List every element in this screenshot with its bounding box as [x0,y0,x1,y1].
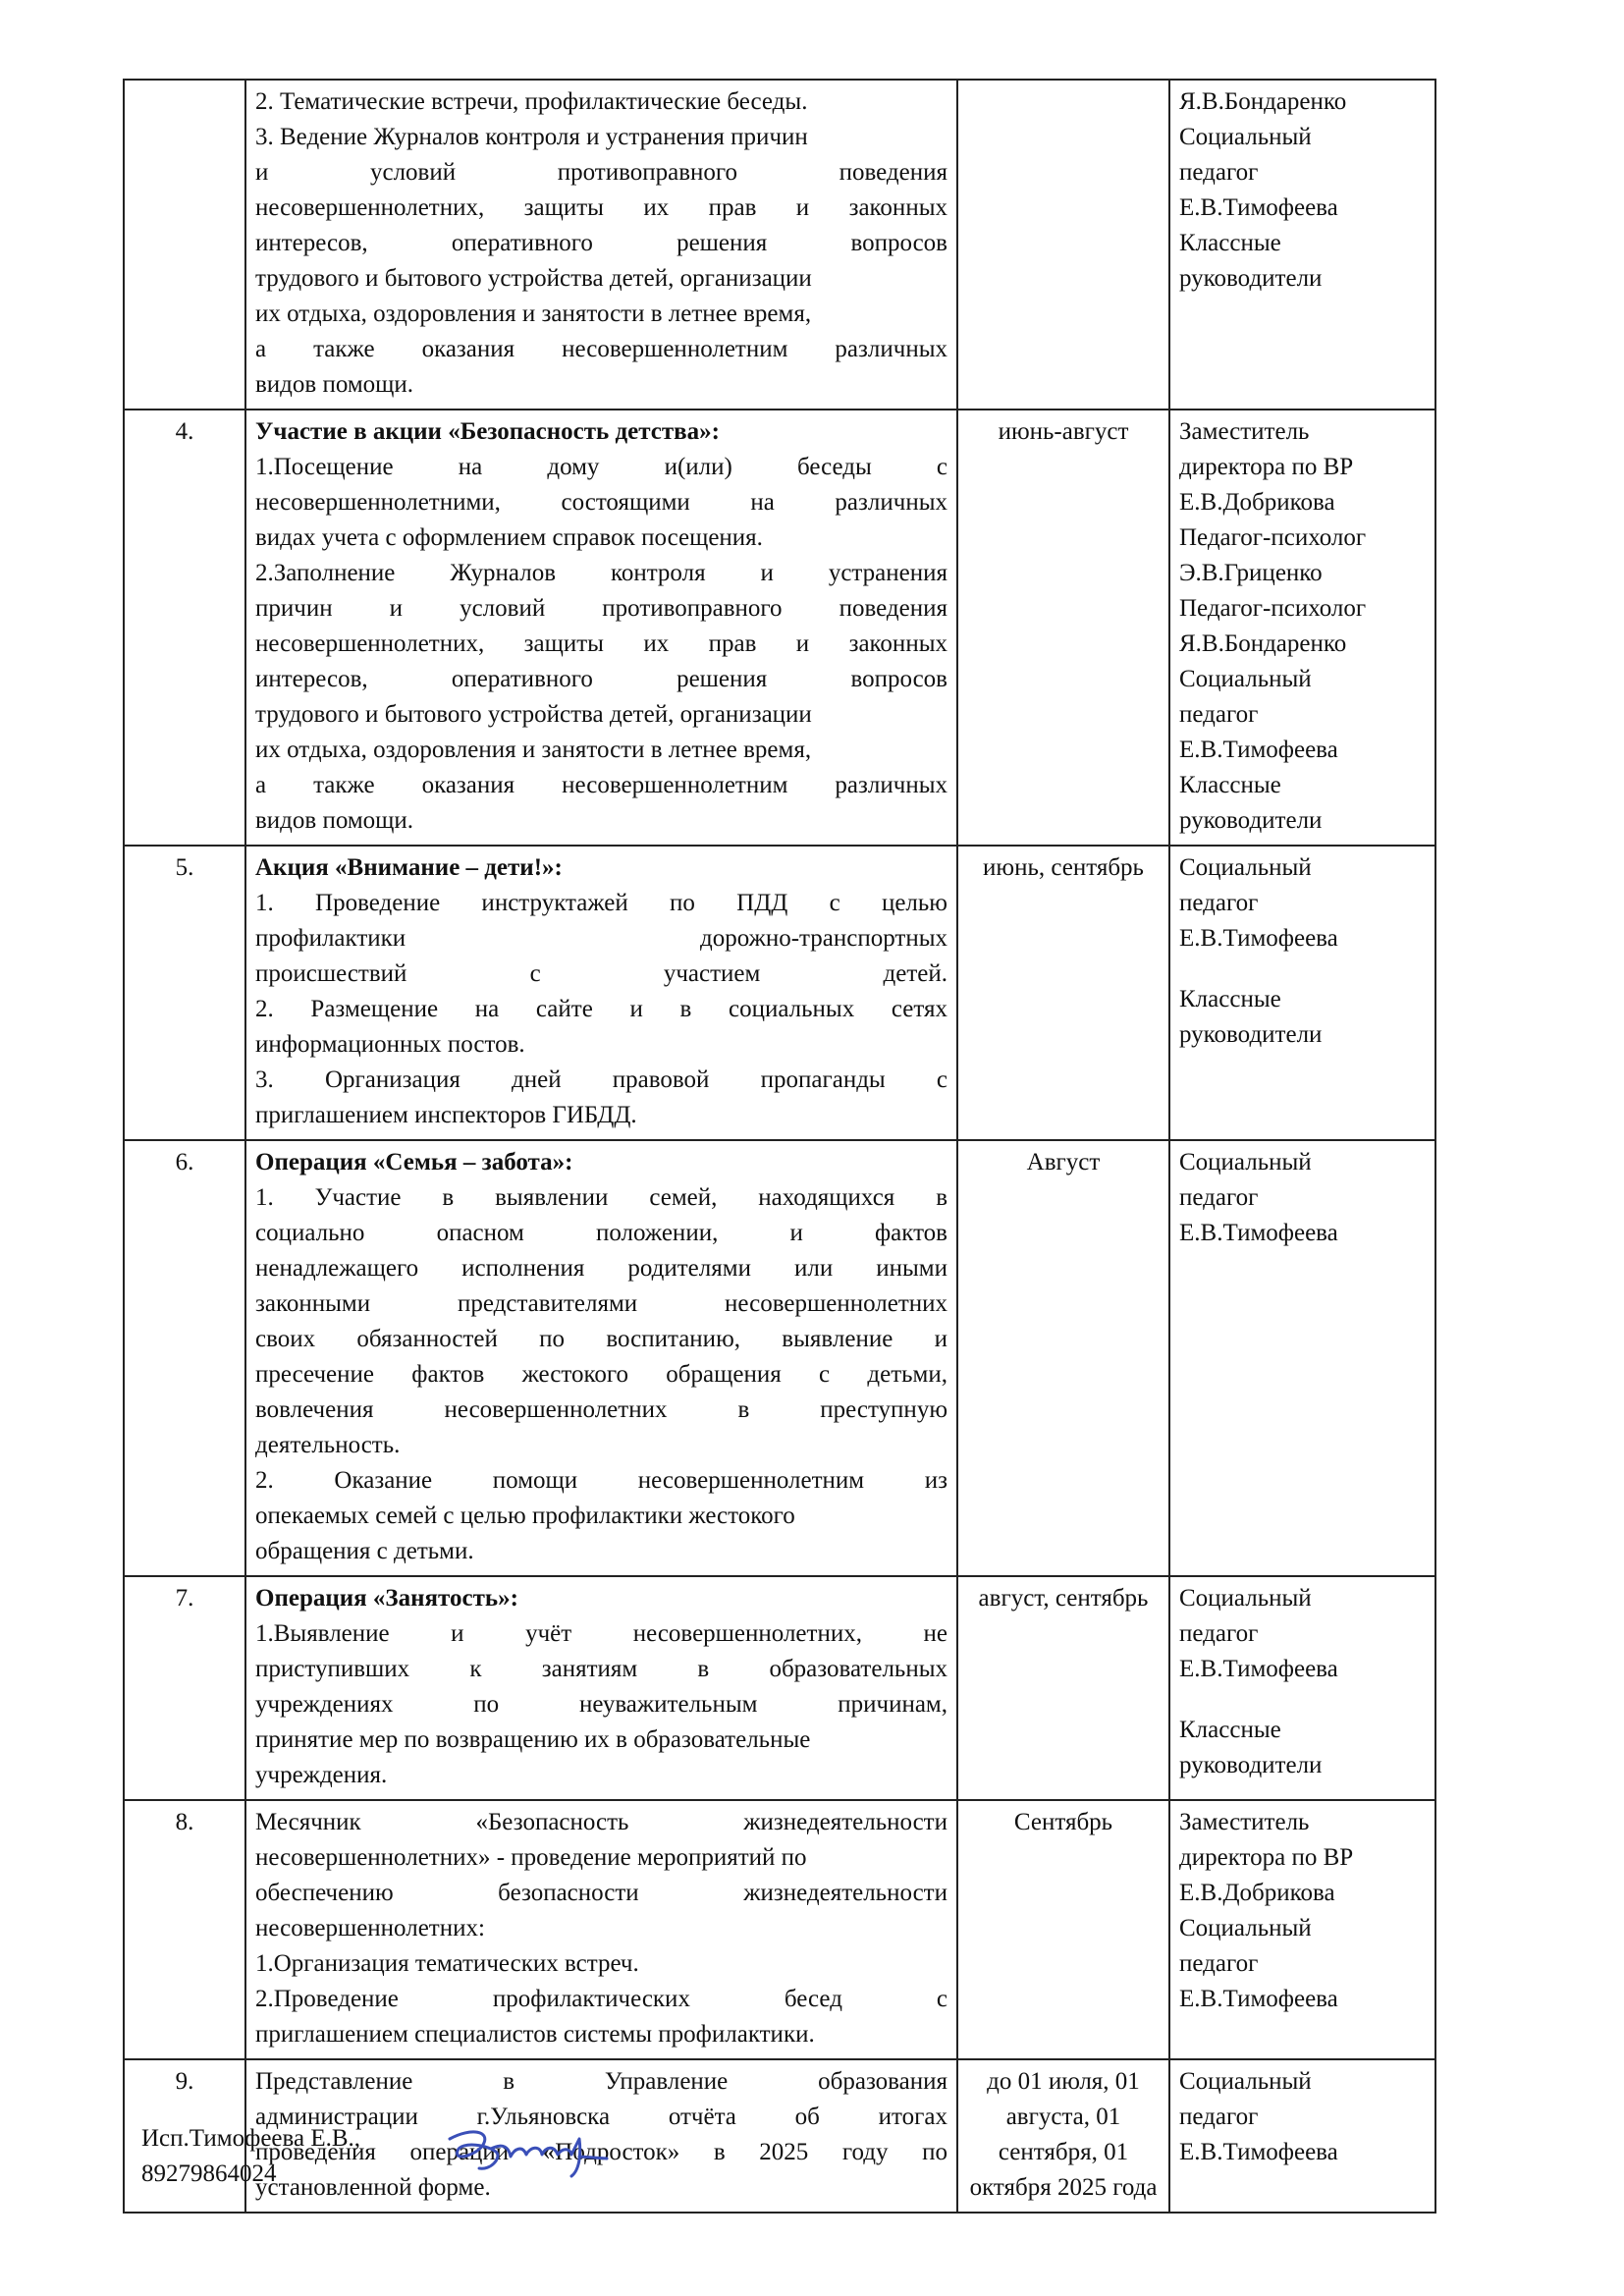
table-row [124,410,1435,846]
description-line: 2. Размещение на сайте и в социальных сетях [255,996,947,1022]
description-line: причин и условий противоправного поведения [255,595,947,622]
plan-table-body [124,80,1435,2213]
row-number: 8. [124,1800,245,2059]
responsible-line: директора по ВР [1179,1844,1354,1871]
responsible-line: Е.В.Тимофеева [1179,2139,1338,2165]
description-line: приступивших к занятиям в образовательных [255,1656,947,1682]
description-line: несовершеннолетних: [255,1915,485,1941]
activity-heading: Операция «Занятость»: [255,1585,518,1612]
description-line: несовершеннолетних» - проведение мероприятий по [255,1844,807,1871]
responsible-line: педагог [1179,2104,1259,2130]
responsible-line: Социальный [1179,2068,1312,2095]
responsible-line: Педагог-психолог [1179,524,1367,551]
row-number: 9. [124,2059,245,2213]
deadline-cell: июнь, сентябрь [957,846,1169,1140]
description-line: информационных постов. [255,1031,525,1058]
responsible-line: Е.В.Тимофеева [1179,1656,1338,1682]
responsible-line: Социальный [1179,666,1312,692]
responsible-line: Классные [1179,772,1281,798]
description-line: обращения с детьми. [255,1538,474,1564]
responsible-persons [1169,1800,1435,2059]
activity-description [245,1140,957,1576]
responsible-line: руководители [1179,1021,1323,1048]
activity-description [245,846,957,1140]
description-line: и условий противоправного поведения [255,159,947,186]
description-line: видов помощи. [255,371,414,398]
description-line: вовлечения несовершеннолетних в преступную [255,1396,947,1423]
description-line: несовершеннолетних, защиты их прав и законных [255,630,947,657]
deadline-cell [957,80,1169,410]
description-line: 1.Выявление и учёт несовершеннолетних, не [255,1620,947,1647]
row-number: 7. [124,1576,245,1800]
description-line: 3. Организация дней правовой пропаганды с [255,1066,947,1093]
responsible-line: руководители [1179,265,1323,292]
description-line: обеспечению безопасности жизнедеятельности [255,1880,947,1906]
responsible-persons [1169,846,1435,1140]
responsible-line: директора по ВР [1179,454,1354,480]
responsible-line: Э.В.Гриценко [1179,560,1323,586]
description-line: учреждениях по неуважительным причинам, [255,1691,947,1718]
deadline-cell: август, сентябрь [957,1576,1169,1800]
executor-block [141,2121,360,2192]
description-line: интересов, оперативного решения вопросов [255,666,947,692]
responsible-line: Классные [1179,230,1281,256]
responsible-line: Социальный [1179,1585,1312,1612]
responsible-line: Социальный [1179,124,1312,150]
description-line: трудового и бытового устройства детей, организации [255,701,812,728]
responsible-line: Социальный [1179,1149,1312,1175]
description-line: ненадлежащего исполнения родителями или иными [255,1255,947,1282]
activity-description [245,1576,957,1800]
row-number: 5. [124,846,245,1140]
description-line: 2. Тематические встречи, профилактические беседы. [255,88,808,115]
responsible-line: Е.В.Тимофеева [1179,1986,1338,2012]
responsible-line: Е.В.Тимофеева [1179,1220,1338,1246]
responsible-persons [1169,1576,1435,1800]
activity-heading: Акция «Внимание – дети!»: [255,854,563,881]
row-number: 6. [124,1140,245,1576]
responsible-line: Социальный [1179,854,1312,881]
description-line: 1.Посещение на дому и(или) беседы с [255,454,947,480]
responsible-line: Социальный [1179,1915,1312,1941]
responsible-line: Я.В.Бондаренко [1179,630,1347,657]
description-line: своих обязанностей по воспитанию, выявление и [255,1326,947,1352]
description-line: 2. Оказание помощи несовершеннолетним из [255,1467,947,1494]
description-line: пресечение фактов жестокого обращения с детьми, [255,1361,947,1388]
row-number: 4. [124,410,245,846]
responsible-line: руководители [1179,1752,1323,1778]
activity-plan-table [123,79,1436,2214]
responsible-line: Е.В.Тимофеева [1179,194,1338,221]
description-line: их отдыха, оздоровления и занятости в летнее время, [255,737,812,763]
deadline-cell: Август [957,1140,1169,1576]
description-line: 2.Проведение профилактических бесед с [255,1986,947,2012]
activity-heading: Операция «Семья – забота»: [255,1149,573,1175]
responsible-line: Классные [1179,986,1281,1012]
description-line: Представление в Управление образования [255,2068,947,2095]
description-line: деятельность. [255,1432,401,1458]
responsible-persons [1169,410,1435,846]
table-row [124,80,1435,410]
description-line: установленной форме. [255,2174,491,2201]
responsible-line: Заместитель [1179,418,1310,445]
description-line: 1. Проведение инструктажей по ПДД с целью [255,890,947,916]
responsible-line: Классные [1179,1717,1281,1743]
executor-name: Исп.Тимофеева Е.В., [141,2125,361,2152]
description-line: а также оказания несовершеннолетним различных [255,336,947,362]
responsible-persons [1169,1140,1435,1576]
responsible-persons [1169,2059,1435,2213]
responsible-line: Заместитель [1179,1809,1310,1835]
responsible-line: Я.В.Бондаренко [1179,88,1347,115]
description-line: видов помощи. [255,807,414,834]
handwritten-signature [432,2119,628,2198]
activity-heading: Участие в акции «Безопасность детства»: [255,418,720,445]
responsible-persons [1169,80,1435,410]
deadline-cell: до 01 июля, 01 августа, 01 сентября, 01 октября 2025 года [957,2059,1169,2213]
description-line: Месячник «Безопасность жизнедеятельности [255,1809,947,1835]
table-row [124,1800,1435,2059]
activity-description [245,410,957,846]
description-line: интересов, оперативного решения вопросов [255,230,947,256]
description-line: 1. Участие в выявлении семей, находящихся в [255,1184,947,1211]
responsible-line: Е.В.Тимофеева [1179,925,1338,952]
description-line: приглашением специалистов системы профилактики. [255,2021,815,2048]
responsible-line: педагог [1179,701,1259,728]
description-line: законными представителями несовершеннолетних [255,1290,947,1317]
deadline-cell: июнь-август [957,410,1169,846]
description-line: 3. Ведение Журналов контроля и устранения причин [255,124,808,150]
responsible-line: Е.В.Добрикова [1179,1880,1335,1906]
responsible-line: Педагог-психолог [1179,595,1367,622]
table-row [124,1140,1435,1576]
responsible-line: педагог [1179,1950,1259,1977]
description-line: 2.Заполнение Журналов контроля и устранения [255,560,947,586]
description-line: их отдыха, оздоровления и занятости в летнее время, [255,301,812,327]
description-line: несовершеннолетних, защиты их прав и законных [255,194,947,221]
description-line: трудового и бытового устройства детей, организации [255,265,812,292]
description-line: видах учета с оформлением справок посещения. [255,524,763,551]
description-line: происшествий с участием детей. [255,960,947,987]
description-line: учреждения. [255,1762,388,1788]
responsible-line: педагог [1179,159,1259,186]
description-line: 1.Организация тематических встреч. [255,1950,639,1977]
description-line: опекаемых семей с целью профилактики жестокого [255,1503,795,1529]
description-line: несовершеннолетними, состоящими на различных [255,489,947,516]
responsible-line: Е.В.Добрикова [1179,489,1335,516]
description-line: приглашением инспекторов ГИБДД. [255,1102,637,1128]
table-row [124,846,1435,1140]
responsible-line: руководители [1179,807,1323,834]
description-line: профилактики дорожно-транспортных [255,925,947,952]
description-line: администрации г.Ульяновска отчёта об итогах [255,2104,947,2130]
executor-phone: 89279864024 [141,2160,277,2187]
responsible-line: педагог [1179,890,1259,916]
table-row [124,1576,1435,1800]
responsible-line: педагог [1179,1620,1259,1647]
activity-description [245,1800,957,2059]
description-line: а также оказания несовершеннолетним различных [255,772,947,798]
row-number [124,80,245,410]
description-line: социально опасном положении, и фактов [255,1220,947,1246]
responsible-line: Е.В.Тимофеева [1179,737,1338,763]
description-line: принятие мер по возвращению их в образовательные [255,1726,811,1753]
description-line: проведения операции «Подросток» в 2025 году по [255,2139,947,2165]
activity-description [245,80,957,410]
responsible-line: педагог [1179,1184,1259,1211]
deadline-cell: Сентябрь [957,1800,1169,2059]
